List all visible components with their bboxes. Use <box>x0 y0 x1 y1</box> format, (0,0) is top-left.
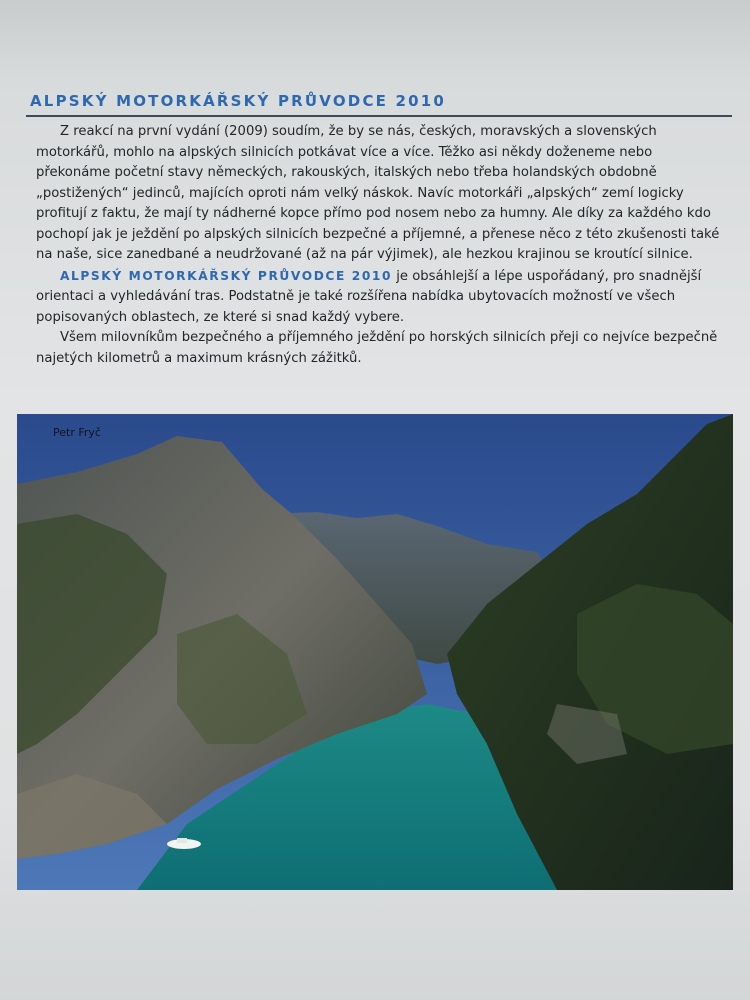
boat-cabin <box>177 838 187 843</box>
photo-credit: Petr Fryč <box>53 426 101 439</box>
paragraph-2-text: je obsáhlejší a lépe uspořádaný, pro snadnější orientaci a vyhledávání tras. Podstatně je také rozšířena nabídka ubytovacích možností ve všech popisovaných oblastech, ze které si snad každý vybere. <box>36 268 702 325</box>
inline-guide-title: ALPSKÝ MOTORKÁŘSKÝ PRŮVODCE 2010 <box>60 268 393 283</box>
paragraph-2 <box>36 266 726 329</box>
intro-text <box>36 122 726 369</box>
gorge-illustration <box>17 414 733 890</box>
heading-rule <box>26 115 732 117</box>
paragraph-3: Všem milovníkům bezpečného a příjemného ježdění po horských silnicích přeji co nejvíce bezpečně najetých kilometrů a maximum krásných zážitků. <box>36 330 718 366</box>
gorge-photo <box>17 414 733 890</box>
paragraph-1: Z reakcí na první vydání (2009) soudím, že by se nás, českých, moravských a slovenských motorkářů, mohlo na alpských silnicích potkávat více a více. Těžko asi někdy doženeme nebo překonáme početní stavy německých, rakouských, italských nebo třeba holandských obdobně „postižených“ jedinců, majících oproti nám velký náskok. Navíc motorkáři „alpských“ zemí logicky profitují z faktu, že mají ty nádherné kopce přímo pod nosem nebo za humny. Ale díky za každého kdo pochopí jak je ježdění po alpských silnicích bezpečné a příjemné, a přenese něco z této zkušenosti také na naše, sice zanedbané a neudržované (až na pár výjimek), ale hezkou krajinou se kroutící silnice. <box>36 124 720 262</box>
page-heading: ALPSKÝ MOTORKÁŘSKÝ PRŮVODCE 2010 <box>30 92 447 110</box>
